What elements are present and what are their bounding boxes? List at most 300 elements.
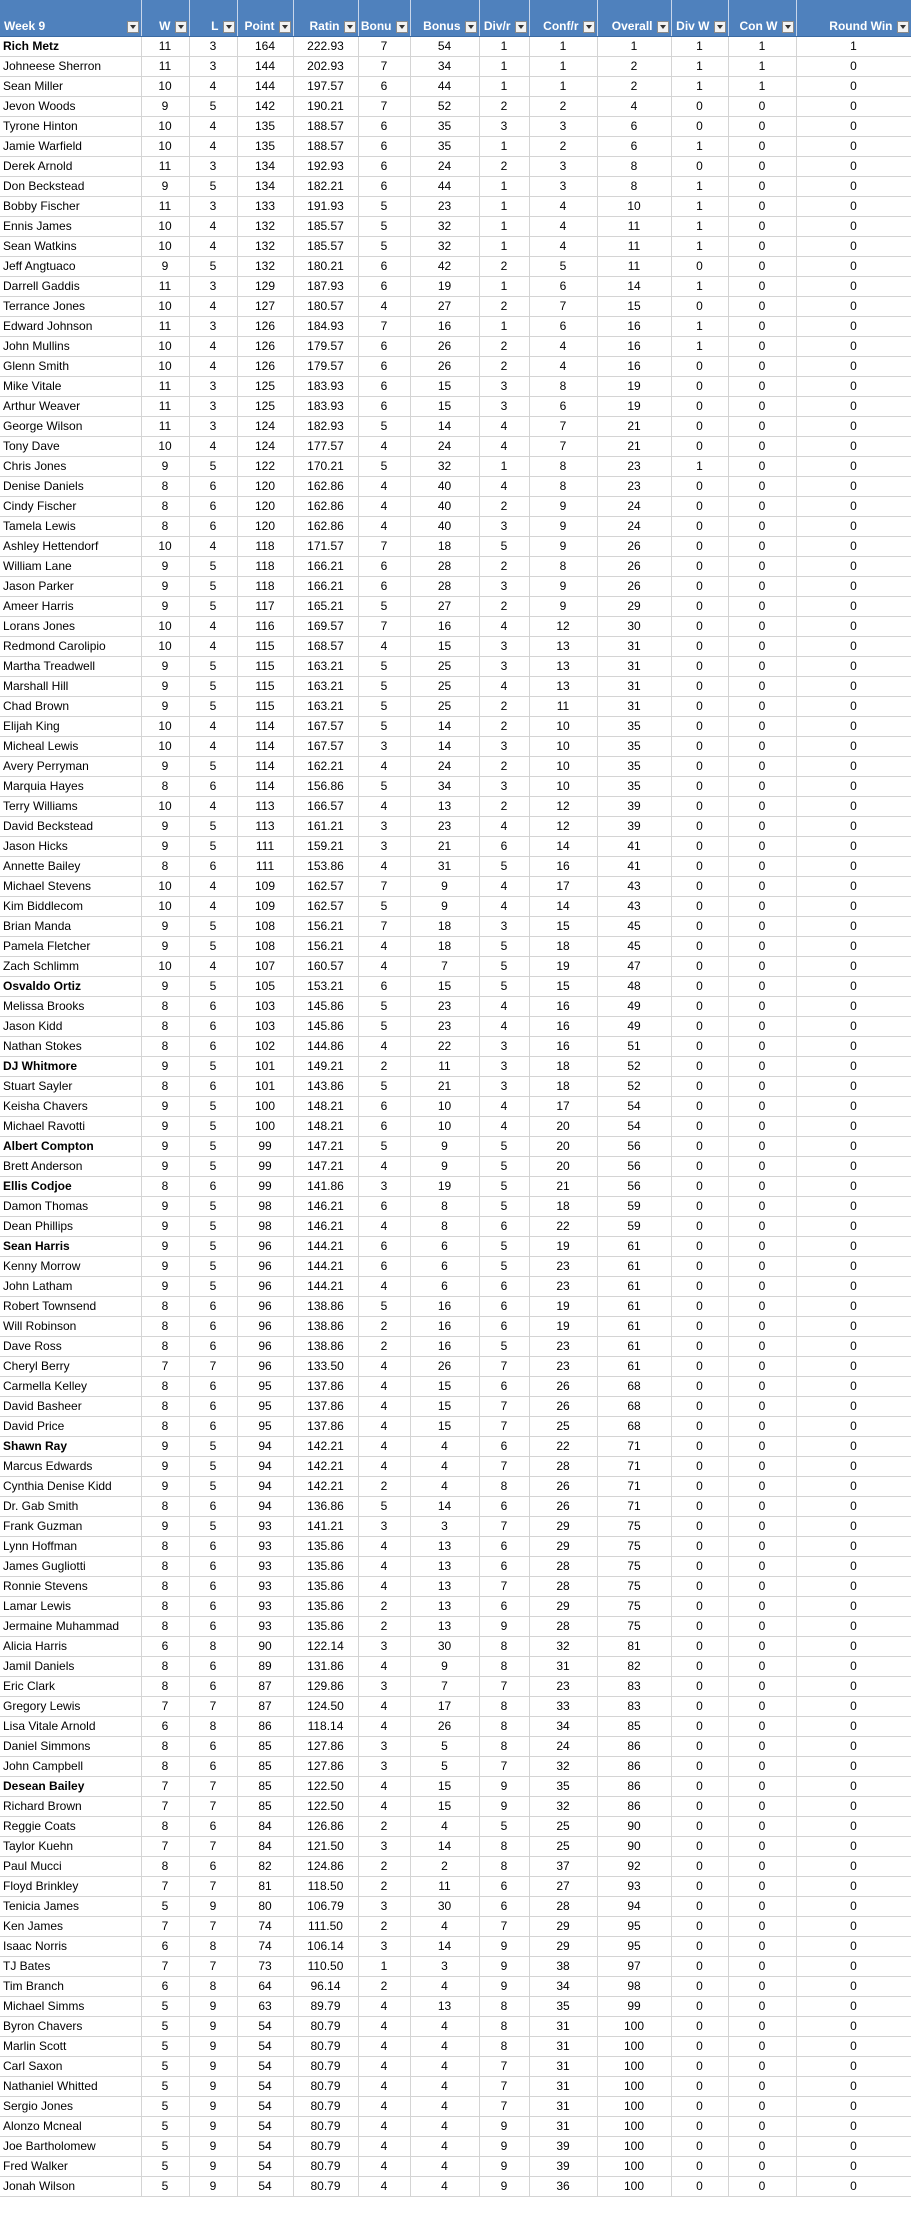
- table-cell[interactable]: 0: [671, 1197, 728, 1217]
- table-cell[interactable]: 31: [597, 657, 671, 677]
- table-cell[interactable]: 4: [358, 297, 410, 317]
- table-cell[interactable]: 10: [141, 877, 189, 897]
- table-cell[interactable]: 9: [189, 1997, 237, 2017]
- table-cell[interactable]: 6: [358, 337, 410, 357]
- table-cell[interactable]: 8: [597, 157, 671, 177]
- table-cell[interactable]: 127.86: [293, 1757, 358, 1777]
- table-cell[interactable]: 4: [597, 97, 671, 117]
- table-cell[interactable]: 0: [796, 57, 911, 77]
- table-cell[interactable]: 11: [141, 57, 189, 77]
- table-cell[interactable]: 95: [237, 1377, 293, 1397]
- table-cell[interactable]: 137.86: [293, 1417, 358, 1437]
- table-cell[interactable]: 94: [237, 1477, 293, 1497]
- table-cell[interactable]: 0: [728, 1377, 796, 1397]
- table-cell[interactable]: 0: [728, 1237, 796, 1257]
- table-cell[interactable]: 0: [671, 2057, 728, 2077]
- filter-dropdown-icon[interactable]: [279, 21, 291, 33]
- table-cell[interactable]: 0: [671, 1217, 728, 1237]
- table-cell[interactable]: 9: [189, 2117, 237, 2137]
- table-cell[interactable]: 41: [597, 857, 671, 877]
- table-cell[interactable]: 142.21: [293, 1437, 358, 1457]
- player-name-cell[interactable]: Robert Townsend: [0, 1297, 141, 1317]
- table-cell[interactable]: 71: [597, 1497, 671, 1517]
- table-cell[interactable]: 19: [529, 1237, 597, 1257]
- player-name-cell[interactable]: Marcus Edwards: [0, 1457, 141, 1477]
- table-cell[interactable]: 13: [410, 1577, 479, 1597]
- table-cell[interactable]: 1: [728, 77, 796, 97]
- table-cell[interactable]: 133: [237, 197, 293, 217]
- table-cell[interactable]: 0: [796, 1277, 911, 1297]
- table-cell[interactable]: 162.86: [293, 497, 358, 517]
- table-cell[interactable]: 1: [529, 37, 597, 57]
- table-cell[interactable]: 5: [189, 557, 237, 577]
- table-cell[interactable]: 20: [529, 1137, 597, 1157]
- table-cell[interactable]: 115: [237, 697, 293, 717]
- player-name-cell[interactable]: James Gugliotti: [0, 1557, 141, 1577]
- table-cell[interactable]: 4: [358, 857, 410, 877]
- table-cell[interactable]: 39: [529, 2137, 597, 2157]
- table-cell[interactable]: 0: [671, 757, 728, 777]
- table-cell[interactable]: 28: [529, 1557, 597, 1577]
- table-cell[interactable]: 96: [237, 1297, 293, 1317]
- table-cell[interactable]: 0: [671, 1317, 728, 1337]
- table-cell[interactable]: 14: [410, 717, 479, 737]
- table-cell[interactable]: 23: [597, 477, 671, 497]
- table-cell[interactable]: 27: [410, 597, 479, 617]
- table-cell[interactable]: 132: [237, 217, 293, 237]
- table-cell[interactable]: 4: [358, 2097, 410, 2117]
- table-cell[interactable]: 6: [189, 1657, 237, 1677]
- table-cell[interactable]: 9: [529, 517, 597, 537]
- table-cell[interactable]: 5: [189, 1237, 237, 1257]
- table-cell[interactable]: 83: [597, 1677, 671, 1697]
- table-cell[interactable]: 7: [358, 57, 410, 77]
- player-name-cell[interactable]: Taylor Kuehn: [0, 1837, 141, 1857]
- table-cell[interactable]: 4: [358, 2117, 410, 2137]
- table-cell[interactable]: 113: [237, 797, 293, 817]
- table-cell[interactable]: 0: [796, 177, 911, 197]
- table-cell[interactable]: 6: [189, 1817, 237, 1837]
- table-cell[interactable]: 52: [597, 1057, 671, 1077]
- table-cell[interactable]: 25: [529, 1837, 597, 1857]
- table-cell[interactable]: 3: [358, 817, 410, 837]
- table-cell[interactable]: 0: [671, 597, 728, 617]
- table-cell[interactable]: 64: [237, 1977, 293, 1997]
- table-cell[interactable]: 126: [237, 317, 293, 337]
- table-cell[interactable]: 144: [237, 77, 293, 97]
- table-cell[interactable]: 170.21: [293, 457, 358, 477]
- table-cell[interactable]: 144.21: [293, 1257, 358, 1277]
- table-cell[interactable]: 0: [671, 1237, 728, 1257]
- table-cell[interactable]: 25: [410, 697, 479, 717]
- table-cell[interactable]: 6: [410, 1237, 479, 1257]
- player-name-cell[interactable]: Chad Brown: [0, 697, 141, 717]
- table-cell[interactable]: 100: [597, 2057, 671, 2077]
- table-cell[interactable]: 177.57: [293, 437, 358, 457]
- table-cell[interactable]: 5: [189, 457, 237, 477]
- table-cell[interactable]: 0: [671, 397, 728, 417]
- table-cell[interactable]: 0: [671, 537, 728, 557]
- table-cell[interactable]: 7: [479, 1517, 529, 1537]
- table-cell[interactable]: 0: [796, 1877, 911, 1897]
- table-cell[interactable]: 3: [358, 1517, 410, 1537]
- table-cell[interactable]: 2: [479, 557, 529, 577]
- table-cell[interactable]: 5: [141, 2057, 189, 2077]
- table-cell[interactable]: 54: [237, 2077, 293, 2097]
- table-cell[interactable]: 3: [189, 277, 237, 297]
- table-cell[interactable]: 4: [410, 2157, 479, 2177]
- table-cell[interactable]: 6: [479, 1557, 529, 1577]
- table-cell[interactable]: 80.79: [293, 2157, 358, 2177]
- player-name-cell[interactable]: Rich Metz: [0, 37, 141, 57]
- table-cell[interactable]: 0: [796, 1537, 911, 1557]
- table-cell[interactable]: 49: [597, 997, 671, 1017]
- table-cell[interactable]: 7: [189, 1957, 237, 1977]
- table-cell[interactable]: 0: [728, 1477, 796, 1497]
- table-cell[interactable]: 0: [671, 857, 728, 877]
- table-cell[interactable]: 5: [189, 1477, 237, 1497]
- table-cell[interactable]: 100: [597, 2077, 671, 2097]
- player-name-cell[interactable]: Ken James: [0, 1917, 141, 1937]
- table-cell[interactable]: 4: [358, 2177, 410, 2197]
- table-cell[interactable]: 28: [410, 577, 479, 597]
- table-cell[interactable]: 0: [728, 1777, 796, 1797]
- table-cell[interactable]: 93: [237, 1537, 293, 1557]
- table-cell[interactable]: 96: [237, 1237, 293, 1257]
- table-cell[interactable]: 0: [796, 1677, 911, 1697]
- table-cell[interactable]: 12: [529, 617, 597, 637]
- table-cell[interactable]: 0: [671, 1357, 728, 1377]
- table-cell[interactable]: 16: [529, 1017, 597, 1037]
- table-cell[interactable]: 94: [237, 1497, 293, 1517]
- table-cell[interactable]: 202.93: [293, 57, 358, 77]
- player-name-cell[interactable]: Jason Kidd: [0, 1017, 141, 1037]
- table-cell[interactable]: 22: [529, 1437, 597, 1457]
- table-cell[interactable]: 8: [529, 477, 597, 497]
- player-name-cell[interactable]: Dean Phillips: [0, 1217, 141, 1237]
- table-cell[interactable]: 0: [671, 1737, 728, 1757]
- player-name-cell[interactable]: Derek Arnold: [0, 157, 141, 177]
- table-cell[interactable]: 8: [141, 857, 189, 877]
- table-cell[interactable]: 126: [237, 357, 293, 377]
- table-cell[interactable]: 96: [237, 1317, 293, 1337]
- table-cell[interactable]: 144.86: [293, 1037, 358, 1057]
- table-cell[interactable]: 6: [358, 157, 410, 177]
- table-cell[interactable]: 9: [141, 1097, 189, 1117]
- table-cell[interactable]: 0: [671, 557, 728, 577]
- table-cell[interactable]: 0: [728, 797, 796, 817]
- table-cell[interactable]: 0: [671, 1297, 728, 1317]
- table-cell[interactable]: 188.57: [293, 137, 358, 157]
- table-cell[interactable]: 108: [237, 937, 293, 957]
- table-cell[interactable]: 7: [141, 1777, 189, 1797]
- table-cell[interactable]: 3: [479, 1037, 529, 1057]
- table-cell[interactable]: 9: [141, 1197, 189, 1217]
- table-cell[interactable]: 132: [237, 257, 293, 277]
- table-cell[interactable]: 14: [597, 277, 671, 297]
- table-cell[interactable]: 26: [597, 557, 671, 577]
- table-cell[interactable]: 0: [728, 337, 796, 357]
- table-cell[interactable]: 7: [479, 2077, 529, 2097]
- table-cell[interactable]: 5: [189, 577, 237, 597]
- table-cell[interactable]: 61: [597, 1257, 671, 1277]
- table-cell[interactable]: 7: [141, 1917, 189, 1937]
- table-cell[interactable]: 0: [796, 1057, 911, 1077]
- table-cell[interactable]: 31: [597, 677, 671, 697]
- table-cell[interactable]: 122.50: [293, 1797, 358, 1817]
- table-cell[interactable]: 0: [728, 1797, 796, 1817]
- table-cell[interactable]: 8: [479, 1997, 529, 2017]
- table-cell[interactable]: 0: [728, 1317, 796, 1337]
- table-cell[interactable]: 84: [237, 1837, 293, 1857]
- table-cell[interactable]: 51: [597, 1037, 671, 1057]
- table-cell[interactable]: 47: [597, 957, 671, 977]
- table-cell[interactable]: 1: [529, 77, 597, 97]
- table-cell[interactable]: 8: [141, 1577, 189, 1597]
- table-cell[interactable]: 0: [728, 497, 796, 517]
- table-cell[interactable]: 5: [141, 2097, 189, 2117]
- player-name-cell[interactable]: Ennis James: [0, 217, 141, 237]
- table-cell[interactable]: 2: [479, 497, 529, 517]
- table-cell[interactable]: 0: [796, 1837, 911, 1857]
- table-cell[interactable]: 6: [189, 1077, 237, 1097]
- table-cell[interactable]: 100: [597, 2137, 671, 2157]
- table-cell[interactable]: 111: [237, 857, 293, 877]
- table-cell[interactable]: 30: [410, 1897, 479, 1917]
- player-name-cell[interactable]: Tim Branch: [0, 1977, 141, 1997]
- player-name-cell[interactable]: Joe Bartholomew: [0, 2137, 141, 2157]
- table-cell[interactable]: 4: [358, 1557, 410, 1577]
- table-cell[interactable]: 95: [597, 1917, 671, 1937]
- table-cell[interactable]: 1: [796, 37, 911, 57]
- table-cell[interactable]: 122: [237, 457, 293, 477]
- table-cell[interactable]: 41: [597, 837, 671, 857]
- table-cell[interactable]: 4: [358, 437, 410, 457]
- table-cell[interactable]: 5: [189, 97, 237, 117]
- table-cell[interactable]: 145.86: [293, 997, 358, 1017]
- table-cell[interactable]: 138.86: [293, 1297, 358, 1317]
- table-cell[interactable]: 1: [728, 37, 796, 57]
- table-cell[interactable]: 124: [237, 417, 293, 437]
- table-cell[interactable]: 4: [479, 1097, 529, 1117]
- table-cell[interactable]: 15: [529, 917, 597, 937]
- table-cell[interactable]: 5: [410, 1737, 479, 1757]
- table-cell[interactable]: 160.57: [293, 957, 358, 977]
- table-cell[interactable]: 34: [410, 777, 479, 797]
- table-cell[interactable]: 13: [529, 657, 597, 677]
- table-cell[interactable]: 26: [410, 337, 479, 357]
- table-cell[interactable]: 94: [237, 1437, 293, 1457]
- table-cell[interactable]: 9: [479, 1777, 529, 1797]
- table-cell[interactable]: 96: [237, 1257, 293, 1277]
- table-cell[interactable]: 40: [410, 477, 479, 497]
- table-cell[interactable]: 0: [728, 257, 796, 277]
- table-cell[interactable]: 100: [597, 2037, 671, 2057]
- table-cell[interactable]: 102: [237, 1037, 293, 1057]
- table-cell[interactable]: 80.79: [293, 2097, 358, 2117]
- table-cell[interactable]: 0: [671, 897, 728, 917]
- table-cell[interactable]: 9: [141, 1057, 189, 1077]
- table-cell[interactable]: 197.57: [293, 77, 358, 97]
- table-cell[interactable]: 25: [529, 1417, 597, 1437]
- table-cell[interactable]: 90: [237, 1637, 293, 1657]
- table-cell[interactable]: 0: [728, 1857, 796, 1877]
- table-cell[interactable]: 7: [358, 877, 410, 897]
- table-cell[interactable]: 4: [358, 2037, 410, 2057]
- table-cell[interactable]: 15: [410, 377, 479, 397]
- table-cell[interactable]: 0: [796, 1417, 911, 1437]
- table-cell[interactable]: 82: [237, 1857, 293, 1877]
- table-cell[interactable]: 4: [529, 357, 597, 377]
- table-cell[interactable]: 118.14: [293, 1717, 358, 1737]
- table-cell[interactable]: 4: [358, 1037, 410, 1057]
- player-name-cell[interactable]: Albert Compton: [0, 1137, 141, 1157]
- table-cell[interactable]: 9: [141, 1257, 189, 1277]
- table-cell[interactable]: 135.86: [293, 1537, 358, 1557]
- table-cell[interactable]: 7: [479, 2057, 529, 2077]
- table-cell[interactable]: 85: [237, 1777, 293, 1797]
- table-cell[interactable]: 0: [671, 1817, 728, 1837]
- table-cell[interactable]: 35: [597, 737, 671, 757]
- table-cell[interactable]: 9: [479, 1957, 529, 1977]
- table-cell[interactable]: 0: [671, 1417, 728, 1437]
- table-cell[interactable]: 4: [358, 1577, 410, 1597]
- table-cell[interactable]: 144.21: [293, 1277, 358, 1297]
- table-cell[interactable]: 6: [189, 1297, 237, 1317]
- table-cell[interactable]: 132: [237, 237, 293, 257]
- table-cell[interactable]: 7: [410, 1677, 479, 1697]
- table-cell[interactable]: 2: [358, 1477, 410, 1497]
- table-cell[interactable]: 6: [479, 1277, 529, 1297]
- table-cell[interactable]: 5: [189, 917, 237, 937]
- filter-dropdown-icon[interactable]: [714, 21, 726, 33]
- table-cell[interactable]: 0: [728, 657, 796, 677]
- table-cell[interactable]: 45: [597, 937, 671, 957]
- player-name-cell[interactable]: Lisa Vitale Arnold: [0, 1717, 141, 1737]
- table-cell[interactable]: 27: [410, 297, 479, 317]
- table-cell[interactable]: 9: [141, 1117, 189, 1137]
- table-cell[interactable]: 28: [529, 1577, 597, 1597]
- table-cell[interactable]: 4: [358, 2057, 410, 2077]
- table-cell[interactable]: 4: [189, 877, 237, 897]
- table-cell[interactable]: 0: [796, 917, 911, 937]
- table-cell[interactable]: 11: [410, 1877, 479, 1897]
- table-cell[interactable]: 3: [189, 37, 237, 57]
- table-cell[interactable]: 7: [529, 417, 597, 437]
- table-cell[interactable]: 10: [141, 117, 189, 137]
- table-cell[interactable]: 54: [597, 1097, 671, 1117]
- table-cell[interactable]: 75: [597, 1517, 671, 1537]
- table-cell[interactable]: 135.86: [293, 1557, 358, 1577]
- player-name-cell[interactable]: Jermaine Muhammad: [0, 1617, 141, 1637]
- table-cell[interactable]: 24: [597, 497, 671, 517]
- table-cell[interactable]: 0: [671, 1917, 728, 1937]
- table-cell[interactable]: 107: [237, 957, 293, 977]
- table-cell[interactable]: 6: [189, 777, 237, 797]
- table-cell[interactable]: 8: [410, 1217, 479, 1237]
- table-cell[interactable]: 0: [796, 817, 911, 837]
- table-cell[interactable]: 0: [796, 1997, 911, 2017]
- filter-dropdown-icon[interactable]: [657, 21, 669, 33]
- table-cell[interactable]: 0: [796, 1397, 911, 1417]
- table-cell[interactable]: 63: [237, 1997, 293, 2017]
- table-cell[interactable]: 0: [671, 817, 728, 837]
- table-cell[interactable]: 120: [237, 497, 293, 517]
- table-cell[interactable]: 25: [410, 677, 479, 697]
- table-cell[interactable]: 114: [237, 777, 293, 797]
- table-cell[interactable]: 180.57: [293, 297, 358, 317]
- table-cell[interactable]: 8: [597, 177, 671, 197]
- table-cell[interactable]: 0: [728, 1117, 796, 1137]
- table-cell[interactable]: 0: [728, 1537, 796, 1557]
- table-cell[interactable]: 25: [410, 657, 479, 677]
- table-cell[interactable]: 39: [529, 2157, 597, 2177]
- table-cell[interactable]: 9: [410, 877, 479, 897]
- table-cell[interactable]: 6: [189, 1617, 237, 1637]
- table-cell[interactable]: 0: [728, 1837, 796, 1857]
- table-cell[interactable]: 0: [796, 357, 911, 377]
- table-cell[interactable]: 6: [358, 117, 410, 137]
- table-cell[interactable]: 0: [671, 637, 728, 657]
- table-cell[interactable]: 61: [597, 1317, 671, 1337]
- table-cell[interactable]: 118: [237, 577, 293, 597]
- table-cell[interactable]: 4: [479, 677, 529, 697]
- table-cell[interactable]: 4: [358, 1277, 410, 1297]
- table-cell[interactable]: 75: [597, 1577, 671, 1597]
- table-cell[interactable]: 0: [671, 2117, 728, 2137]
- table-cell[interactable]: 80.79: [293, 2057, 358, 2077]
- player-name-cell[interactable]: Cheryl Berry: [0, 1357, 141, 1377]
- table-cell[interactable]: 101: [237, 1077, 293, 1097]
- table-cell[interactable]: 4: [189, 357, 237, 377]
- table-cell[interactable]: 0: [671, 1837, 728, 1857]
- table-cell[interactable]: 6: [189, 1677, 237, 1697]
- table-cell[interactable]: 23: [529, 1337, 597, 1357]
- player-name-cell[interactable]: Daniel Simmons: [0, 1737, 141, 1757]
- table-cell[interactable]: 0: [671, 1377, 728, 1397]
- table-cell[interactable]: 20: [529, 1157, 597, 1177]
- table-cell[interactable]: 0: [728, 1157, 796, 1177]
- table-cell[interactable]: 11: [529, 697, 597, 717]
- table-cell[interactable]: 124.86: [293, 1857, 358, 1877]
- table-cell[interactable]: 35: [597, 777, 671, 797]
- table-cell[interactable]: 8: [141, 1537, 189, 1557]
- table-cell[interactable]: 169.57: [293, 617, 358, 637]
- table-cell[interactable]: 35: [529, 1777, 597, 1797]
- player-name-cell[interactable]: Annette Bailey: [0, 857, 141, 877]
- table-cell[interactable]: 9: [141, 97, 189, 117]
- table-cell[interactable]: 5: [141, 2117, 189, 2137]
- table-cell[interactable]: 9: [189, 2077, 237, 2097]
- table-cell[interactable]: 1: [479, 137, 529, 157]
- table-cell[interactable]: 1: [529, 57, 597, 77]
- player-name-cell[interactable]: Stuart Sayler: [0, 1077, 141, 1097]
- table-cell[interactable]: 0: [796, 897, 911, 917]
- table-cell[interactable]: 7: [479, 1757, 529, 1777]
- table-cell[interactable]: 105: [237, 977, 293, 997]
- table-cell[interactable]: 23: [529, 1677, 597, 1697]
- filter-dropdown-icon[interactable]: [175, 21, 187, 33]
- table-cell[interactable]: 0: [728, 2117, 796, 2137]
- table-cell[interactable]: 16: [410, 1337, 479, 1357]
- player-name-cell[interactable]: Marlin Scott: [0, 2037, 141, 2057]
- table-cell[interactable]: 5: [189, 1197, 237, 1217]
- table-cell[interactable]: 0: [728, 2097, 796, 2117]
- table-cell[interactable]: 4: [358, 1417, 410, 1437]
- table-cell[interactable]: 0: [796, 1737, 911, 1757]
- table-cell[interactable]: 13: [529, 677, 597, 697]
- table-cell[interactable]: 98: [597, 1977, 671, 1997]
